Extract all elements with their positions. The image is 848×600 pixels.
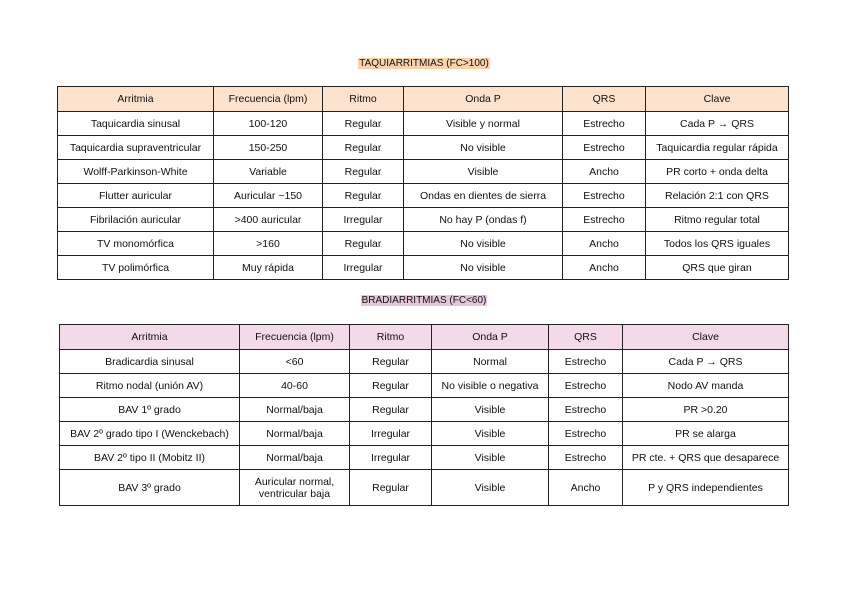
table-header-row bbox=[58, 87, 789, 112]
table-row bbox=[58, 256, 789, 280]
cell-arritmia: Taquicardia supraventricular bbox=[58, 136, 214, 160]
cell-ritmo: Regular bbox=[350, 374, 432, 398]
tachyarrhythmias-title bbox=[0, 57, 848, 70]
table-row bbox=[58, 184, 789, 208]
bradyarrhythmias-title bbox=[0, 294, 848, 307]
cell-arritmia: BAV 3º grado bbox=[60, 470, 240, 506]
cell-clave: Relación 2:1 con QRS bbox=[646, 184, 789, 208]
cell-onda-p: Ondas en dientes de sierra bbox=[404, 184, 563, 208]
cell-arritmia: Taquicardia sinusal bbox=[58, 112, 214, 136]
header-ritmo: Ritmo bbox=[350, 325, 432, 350]
cell-arritmia: Bradicardia sinusal bbox=[60, 350, 240, 374]
cell-ritmo: Irregular bbox=[323, 256, 404, 280]
cell-ritmo: Irregular bbox=[350, 446, 432, 470]
cell-qrs: Estrecho bbox=[563, 136, 646, 160]
cell-onda-p: No visible bbox=[404, 232, 563, 256]
header-onda-p: Onda P bbox=[404, 87, 563, 112]
cell-arritmia: BAV 2º grado tipo I (Wenckebach) bbox=[60, 422, 240, 446]
cell-arritmia: BAV 2º tipo II (Mobitz II) bbox=[60, 446, 240, 470]
cell-frecuencia: <60 bbox=[240, 350, 350, 374]
table-row bbox=[60, 398, 789, 422]
cell-onda-p: No visible bbox=[404, 256, 563, 280]
cell-qrs: Ancho bbox=[563, 232, 646, 256]
cell-qrs: Ancho bbox=[549, 470, 623, 506]
cell-onda-p: Visible bbox=[432, 470, 549, 506]
cell-ritmo: Regular bbox=[323, 136, 404, 160]
cell-ritmo: Regular bbox=[350, 470, 432, 506]
header-clave: Clave bbox=[646, 87, 789, 112]
cell-ritmo: Irregular bbox=[323, 208, 404, 232]
cell-frecuencia: >160 bbox=[214, 232, 323, 256]
header-arritmia: Arritmia bbox=[60, 325, 240, 350]
cell-clave: QRS que giran bbox=[646, 256, 789, 280]
cell-arritmia: Flutter auricular bbox=[58, 184, 214, 208]
cell-qrs: Estrecho bbox=[563, 184, 646, 208]
cell-frecuencia: 100-120 bbox=[214, 112, 323, 136]
header-qrs: QRS bbox=[563, 87, 646, 112]
table-row bbox=[58, 112, 789, 136]
cell-frecuencia: Auricular ~150 bbox=[214, 184, 323, 208]
table-row bbox=[58, 136, 789, 160]
cell-arritmia: Wolff-Parkinson-White bbox=[58, 160, 214, 184]
header-arritmia: Arritmia bbox=[58, 87, 214, 112]
cell-onda-p: Visible bbox=[432, 422, 549, 446]
cell-clave: Ritmo regular total bbox=[646, 208, 789, 232]
cell-frecuencia: Auricular normal, ventricular baja bbox=[240, 470, 350, 506]
cell-qrs: Estrecho bbox=[563, 112, 646, 136]
cell-frecuencia: Normal/baja bbox=[240, 446, 350, 470]
cell-arritmia: Ritmo nodal (unión AV) bbox=[60, 374, 240, 398]
header-frecuencia: Frecuencia (lpm) bbox=[240, 325, 350, 350]
cell-clave: Taquicardia regular rápida bbox=[646, 136, 789, 160]
table-row bbox=[60, 422, 789, 446]
table-row bbox=[60, 446, 789, 470]
cell-arritmia: Fibrilación auricular bbox=[58, 208, 214, 232]
cell-frecuencia: 40-60 bbox=[240, 374, 350, 398]
cell-clave: PR cte. + QRS que desaparece bbox=[623, 446, 789, 470]
cell-arritmia: TV polimórfica bbox=[58, 256, 214, 280]
table-row bbox=[58, 160, 789, 184]
cell-onda-p: No hay P (ondas f) bbox=[404, 208, 563, 232]
cell-ritmo: Regular bbox=[323, 160, 404, 184]
cell-frecuencia: Normal/baja bbox=[240, 422, 350, 446]
header-onda-p: Onda P bbox=[432, 325, 549, 350]
cell-qrs: Ancho bbox=[563, 256, 646, 280]
table-row bbox=[58, 232, 789, 256]
cell-onda-p: No visible o negativa bbox=[432, 374, 549, 398]
table-row bbox=[60, 470, 789, 506]
cell-arritmia: BAV 1º grado bbox=[60, 398, 240, 422]
cell-clave: PR corto + onda delta bbox=[646, 160, 789, 184]
cell-onda-p: Visible y normal bbox=[404, 112, 563, 136]
header-frecuencia: Frecuencia (lpm) bbox=[214, 87, 323, 112]
header-ritmo: Ritmo bbox=[323, 87, 404, 112]
cell-onda-p: Normal bbox=[432, 350, 549, 374]
cell-clave: Cada P → QRS bbox=[646, 112, 789, 136]
cell-qrs: Estrecho bbox=[549, 398, 623, 422]
cell-frecuencia: 150-250 bbox=[214, 136, 323, 160]
table-row bbox=[58, 208, 789, 232]
cell-ritmo: Regular bbox=[323, 232, 404, 256]
cell-frecuencia: >400 auricular bbox=[214, 208, 323, 232]
cell-qrs: Estrecho bbox=[549, 422, 623, 446]
cell-frecuencia: Variable bbox=[214, 160, 323, 184]
cell-frecuencia: Muy rápida bbox=[214, 256, 323, 280]
tachyarrhythmias-table bbox=[57, 86, 789, 280]
header-qrs: QRS bbox=[549, 325, 623, 350]
cell-ritmo: Regular bbox=[350, 350, 432, 374]
cell-onda-p: No visible bbox=[404, 136, 563, 160]
cell-ritmo: Irregular bbox=[350, 422, 432, 446]
bradyarrhythmias-title-text: BRADIARRITMIAS (FC<60) bbox=[361, 295, 487, 306]
cell-clave: P y QRS independientes bbox=[623, 470, 789, 506]
cell-arritmia: TV monomórfica bbox=[58, 232, 214, 256]
table-row bbox=[60, 374, 789, 398]
cell-clave: Nodo AV manda bbox=[623, 374, 789, 398]
table-row bbox=[60, 350, 789, 374]
cell-ritmo: Regular bbox=[350, 398, 432, 422]
cell-qrs: Estrecho bbox=[549, 374, 623, 398]
cell-ritmo: Regular bbox=[323, 184, 404, 208]
cell-ritmo: Regular bbox=[323, 112, 404, 136]
cell-clave: PR se alarga bbox=[623, 422, 789, 446]
cell-clave: Cada P → QRS bbox=[623, 350, 789, 374]
cell-onda-p: Visible bbox=[432, 446, 549, 470]
cell-clave: PR >0.20 bbox=[623, 398, 789, 422]
cell-qrs: Ancho bbox=[563, 160, 646, 184]
bradyarrhythmias-table bbox=[59, 324, 789, 506]
cell-onda-p: Visible bbox=[404, 160, 563, 184]
cell-frecuencia: Normal/baja bbox=[240, 398, 350, 422]
cell-qrs: Estrecho bbox=[563, 208, 646, 232]
cell-clave: Todos los QRS iguales bbox=[646, 232, 789, 256]
cell-qrs: Estrecho bbox=[549, 446, 623, 470]
cell-qrs: Estrecho bbox=[549, 350, 623, 374]
header-clave: Clave bbox=[623, 325, 789, 350]
cell-onda-p: Visible bbox=[432, 398, 549, 422]
table-header-row bbox=[60, 325, 789, 350]
tachyarrhythmias-title-text: TAQUIARRITMIAS (FC>100) bbox=[359, 58, 489, 69]
